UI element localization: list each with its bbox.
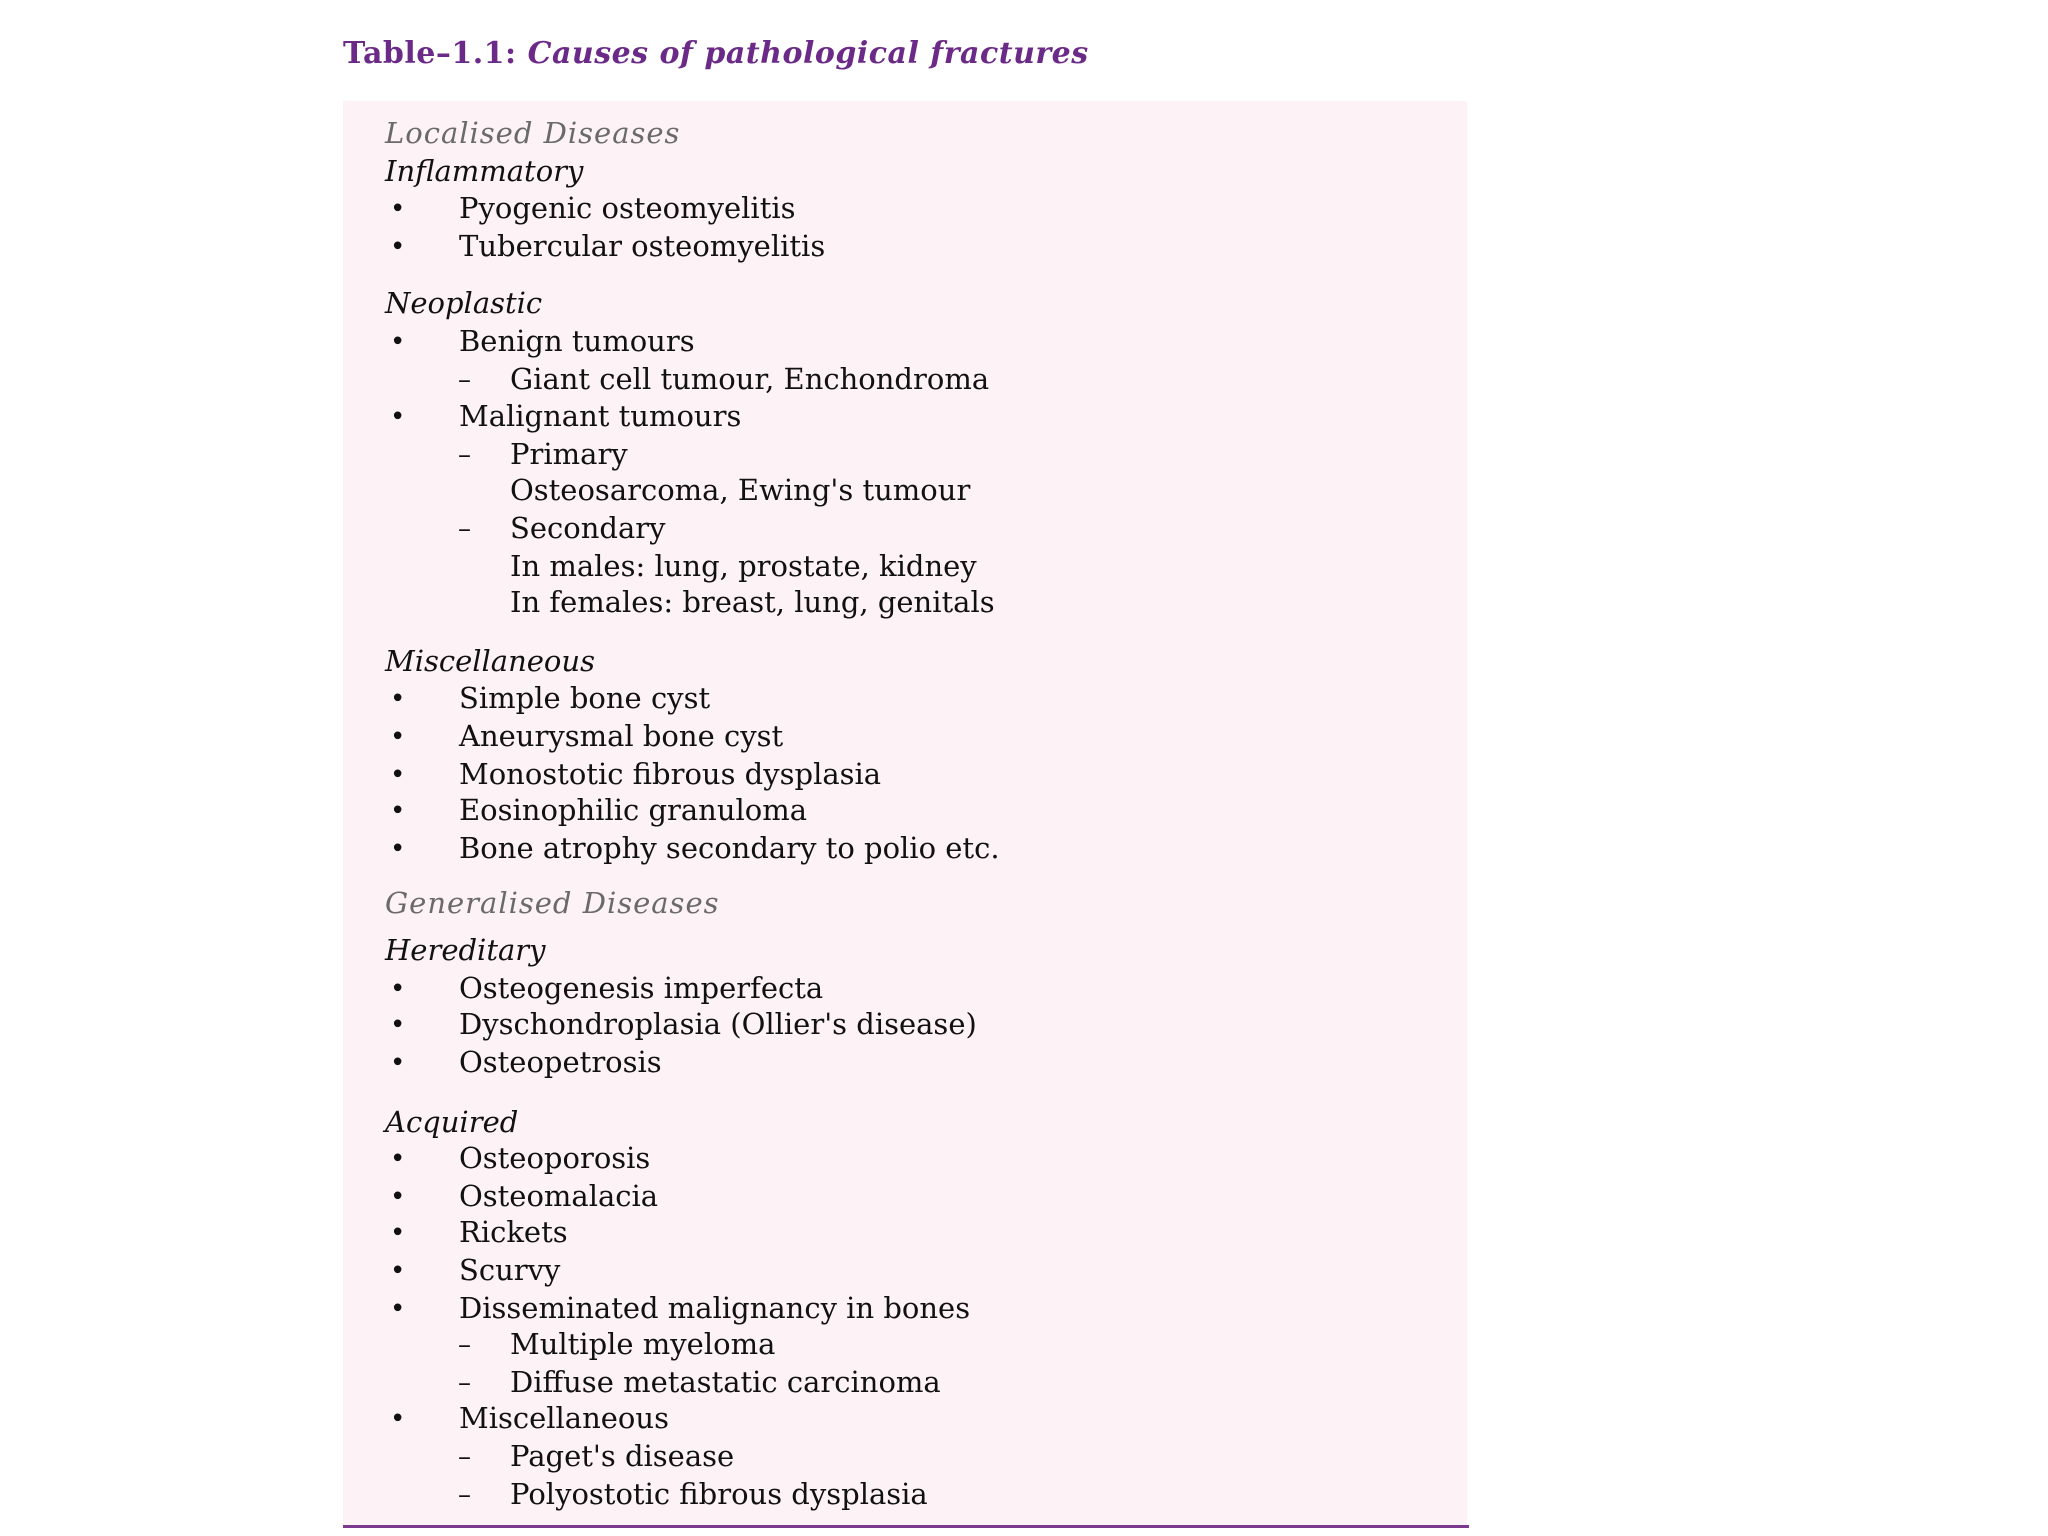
bullet-icon: • bbox=[390, 402, 406, 432]
list-item: Osteomalacia bbox=[459, 1179, 659, 1213]
section-heading-generalised: Generalised Diseases bbox=[385, 886, 720, 920]
bullet-icon: • bbox=[390, 834, 406, 864]
sub-item-note: Osteosarcoma, Ewing's tumour bbox=[510, 473, 971, 507]
bullet-icon: • bbox=[390, 722, 406, 752]
list-item: Monostotic fibrous dysplasia bbox=[459, 757, 882, 791]
sub-item-note: In females: breast, lung, genitals bbox=[510, 585, 995, 619]
bullet-icon: • bbox=[390, 327, 406, 357]
list-item: Eosinophilic granuloma bbox=[459, 793, 808, 827]
sub-item: Diffuse metastatic carcinoma bbox=[510, 1365, 941, 1399]
dash-icon: – bbox=[458, 1442, 471, 1472]
list-item: Bone atrophy secondary to polio etc. bbox=[459, 831, 1000, 865]
list-item: Pyogenic osteomyelitis bbox=[459, 191, 796, 225]
list-item: Aneurysmal bone cyst bbox=[459, 719, 784, 753]
bullet-icon: • bbox=[390, 1144, 406, 1174]
list-item: Scurvy bbox=[459, 1253, 561, 1287]
bullet-icon: • bbox=[390, 974, 406, 1004]
bullet-icon: • bbox=[390, 194, 406, 224]
table-title bbox=[343, 36, 1089, 71]
bullet-icon: • bbox=[390, 232, 406, 262]
table-bottom-rule bbox=[343, 1525, 1469, 1528]
bullet-icon: • bbox=[390, 1256, 406, 1286]
list-item: Disseminated malignancy in bones bbox=[459, 1291, 971, 1325]
bullet-icon: • bbox=[390, 1048, 406, 1078]
list-item: Osteopetrosis bbox=[459, 1045, 662, 1079]
category-neoplastic: Neoplastic bbox=[385, 286, 543, 320]
bullet-icon: • bbox=[390, 1294, 406, 1324]
list-item: Osteogenesis imperfecta bbox=[459, 971, 824, 1005]
list-item: Tubercular osteomyelitis bbox=[459, 229, 826, 263]
bullet-icon: • bbox=[390, 1182, 406, 1212]
bullet-icon: • bbox=[390, 1404, 406, 1434]
table-number: Table–1.1: bbox=[343, 36, 517, 71]
list-item: Osteoporosis bbox=[459, 1141, 651, 1175]
list-item: Simple bone cyst bbox=[459, 681, 711, 715]
category-miscellaneous: Miscellaneous bbox=[385, 644, 595, 678]
table-caption: Causes of pathological fractures bbox=[527, 36, 1089, 71]
sub-item: Multiple myeloma bbox=[510, 1327, 776, 1361]
sub-item: Secondary bbox=[510, 511, 666, 545]
bullet-icon: • bbox=[390, 760, 406, 790]
dash-icon: – bbox=[458, 1480, 471, 1510]
category-hereditary: Hereditary bbox=[385, 933, 546, 967]
list-item: Benign tumours bbox=[459, 324, 695, 358]
bullet-icon: • bbox=[390, 1010, 406, 1040]
bullet-icon: • bbox=[390, 1218, 406, 1248]
sub-item: Giant cell tumour, Enchondroma bbox=[510, 362, 990, 396]
dash-icon: – bbox=[458, 365, 471, 395]
dash-icon: – bbox=[458, 514, 471, 544]
sub-item: Primary bbox=[510, 437, 628, 471]
bullet-icon: • bbox=[390, 796, 406, 826]
list-item: Miscellaneous bbox=[459, 1401, 669, 1435]
list-item: Dyschondroplasia (Ollier's disease) bbox=[459, 1007, 977, 1041]
sub-item: Paget's disease bbox=[510, 1439, 735, 1473]
category-acquired: Acquired bbox=[385, 1105, 519, 1139]
sub-item-note: In males: lung, prostate, kidney bbox=[510, 549, 977, 583]
category-inflammatory: Inflammatory bbox=[385, 154, 584, 188]
list-item: Rickets bbox=[459, 1215, 568, 1249]
list-item: Malignant tumours bbox=[459, 399, 742, 433]
dash-icon: – bbox=[458, 440, 471, 470]
section-heading-localised: Localised Diseases bbox=[385, 116, 681, 150]
bullet-icon: • bbox=[390, 684, 406, 714]
sub-item: Polyostotic fibrous dysplasia bbox=[510, 1477, 928, 1511]
dash-icon: – bbox=[458, 1330, 471, 1360]
dash-icon: – bbox=[458, 1368, 471, 1398]
